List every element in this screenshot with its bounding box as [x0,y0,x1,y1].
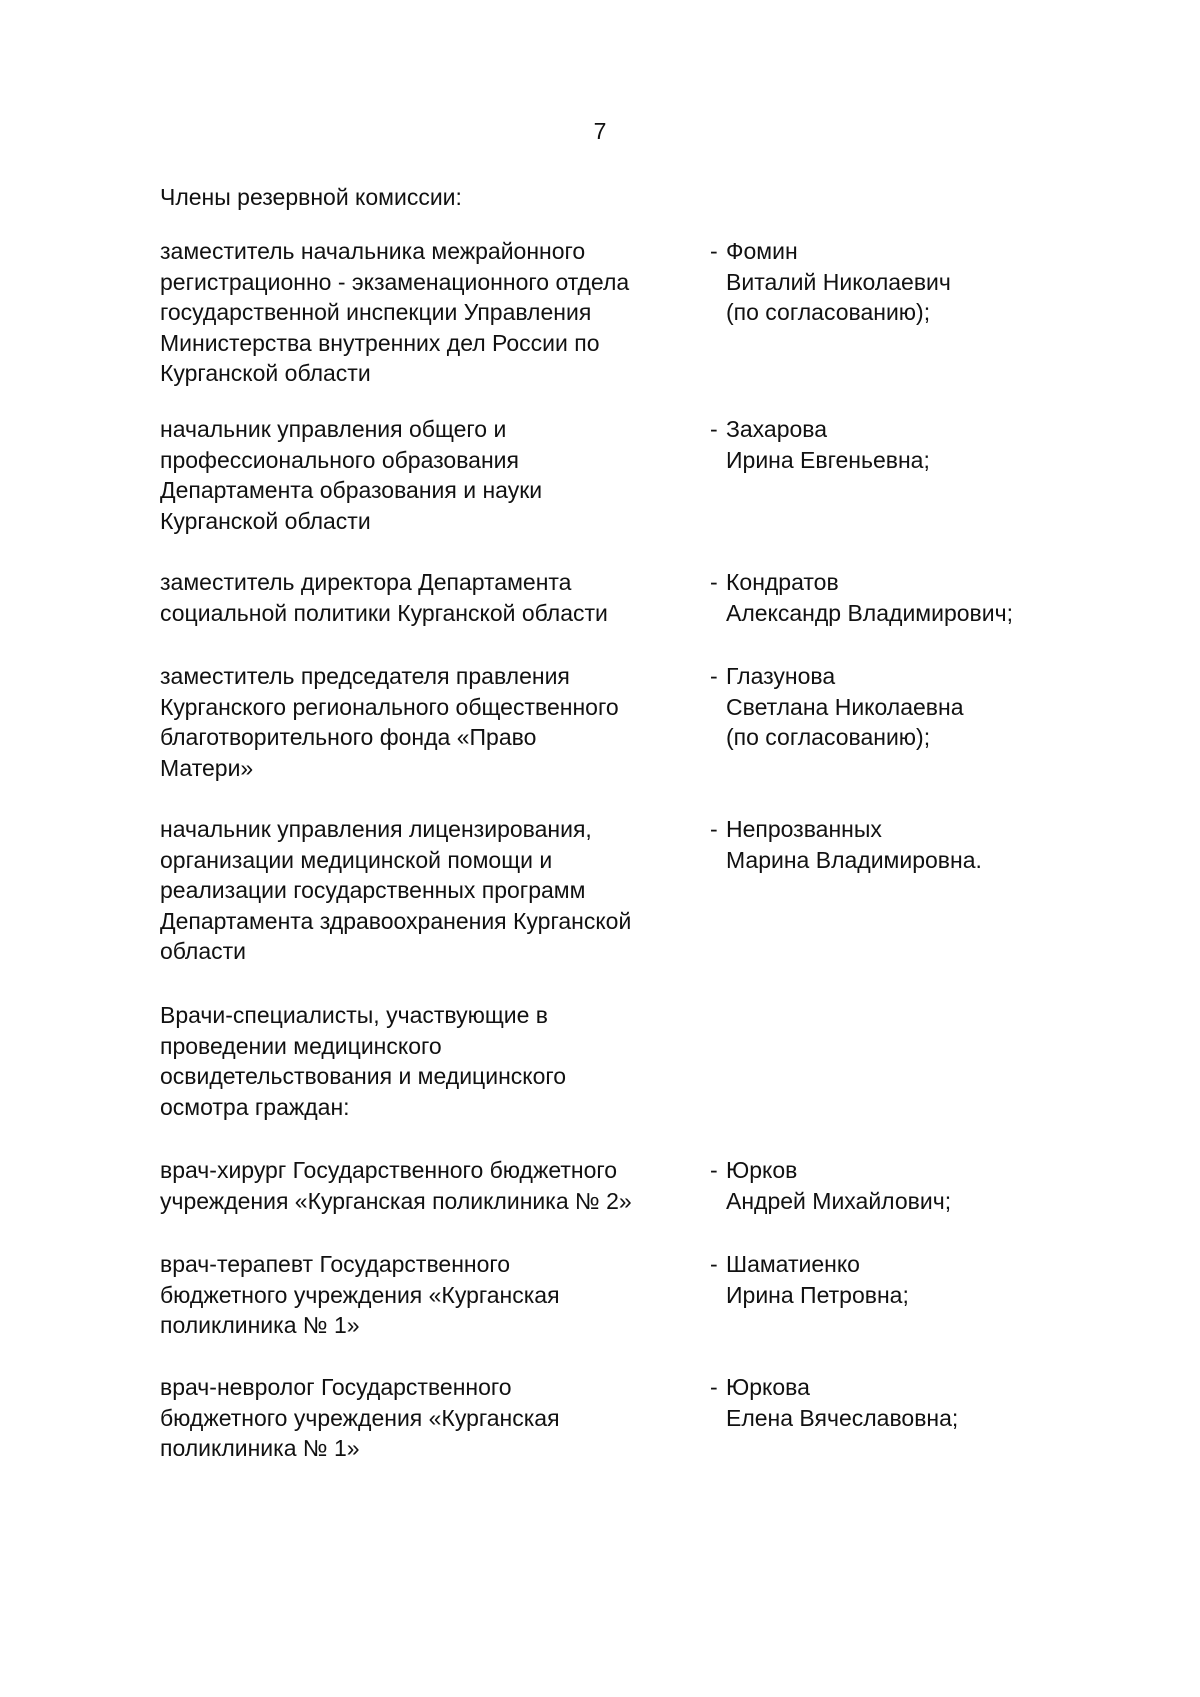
member-name: Виталий Николаевич [726,268,951,295]
doctor-surname: Юрков [726,1157,798,1183]
doctor-position: врач-терапевт Государственного бюджетного учреждения «Курганская поликлиника № 1» [160,1251,560,1338]
doctor-person [726,1249,1056,1310]
entry-dash: - [710,663,718,689]
member-surname: Фомин [726,238,798,264]
member-person [726,661,1056,753]
doctor-name: Елена Вячеславовна; [726,1404,959,1431]
doctor-person [726,1155,1056,1216]
doctor-position: врач-хирург Государственного бюджетного учреждения «Курганская поликлиника № 2» [160,1157,632,1214]
member-position: заместитель начальника межрайонного регистрационно - экзаменационного отдела государственной инспекции Управления Министерства внутренних дел России по Курганской области [160,238,630,386]
entry-dash: - [710,1374,718,1400]
member-name: Ирина Евгеньевна; [726,446,930,473]
member-person [726,567,1056,628]
doctor-position: врач-невролог Государственного бюджетного учреждения «Курганская поликлиника № 1» [160,1374,560,1461]
member-name: Марина Владимировна. [726,846,982,873]
member-note: (по согласованию); [726,724,931,750]
member-surname: Непрозванных [726,816,882,842]
member-person [726,814,1056,875]
doctor-name: Андрей Михайлович; [726,1187,952,1214]
member-position: заместитель директора Департамента социальной политики Курганской области [160,569,608,626]
doctor-surname: Шаматиенко [726,1251,860,1277]
member-note: (по согласованию); [726,299,931,325]
page-number: 7 [593,118,607,144]
member-surname: Захарова [726,416,828,442]
entry-dash: - [710,816,718,842]
entry-dash: - [710,569,718,595]
doctor-surname: Юркова [726,1374,810,1400]
member-position: начальник управления лицензирования, организации медицинской помощи и реализации государственных программ Департамента здравоохранения Курганской области [160,816,632,964]
doctor-name: Ирина Петровна; [726,1281,909,1308]
member-surname: Кондратов [726,569,839,595]
entry-dash: - [710,1251,718,1277]
entry-dash: - [710,238,718,264]
member-surname: Глазунова [726,663,836,689]
reserve-commission-heading: Члены резервной комиссии: [160,184,462,210]
member-person [726,414,1056,475]
member-position: начальник управления общего и профессионального образования Департамента образования и науки Курганской области [160,416,543,534]
doctors-heading: Врачи-специалисты, участвующие в проведении медицинского освидетельствования и медицинского осмотра граждан: [160,1002,567,1120]
doctor-person [726,1372,1056,1433]
entry-dash: - [710,416,718,442]
member-position: заместитель председателя правления Курганского регионального общественного благотворительного фонда «Право Матери» [160,663,619,781]
member-name: Светлана Николаевна [726,693,964,720]
member-person [726,236,1056,328]
entry-dash: - [710,1157,718,1183]
member-name: Александр Владимирович; [726,599,1013,626]
